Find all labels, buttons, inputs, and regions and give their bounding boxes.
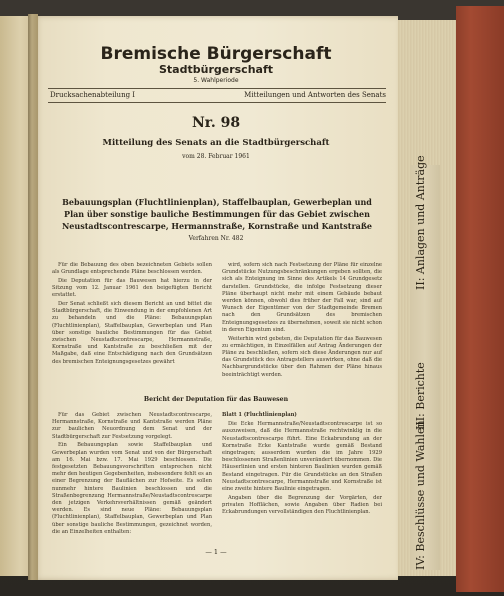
header-rule-bottom [48,102,386,103]
paragraph: Für das Gebiet zwischen Neustadtscontrescarpe, Hermannstraße, Kornstraße und Kantstraße werden Pläne zur baulichen Neuordnung dem Senat und der Stadtbürgerschaft zur Festsetzung vorgelegt. [52,412,212,440]
report-heading: Bericht der Deputation für das Bauwesen [143,396,289,403]
spine-label-beschluesse: IV: Beschlüsse und Wahlen [414,420,427,570]
body-column-left-bottom [52,412,212,537]
binder-cover [456,6,504,592]
spine-label-anlagen: II: Anlagen und Anträge [414,155,427,290]
section-label: Drucksachenabteilung I [50,91,136,99]
page-number: — 1 — [205,548,227,556]
section-description: Mitteilungen und Antworten des Senats [244,91,386,99]
procedure-number: Verfahren Nr. 482 [188,235,244,242]
document-date: vom 28. Februar 1961 [182,153,250,160]
body-column-left-top [52,262,212,382]
header-rule-top [48,88,386,89]
paragraph: Für die Bebauung des oben bezeichneten Gebiets sollen als Grundlage entsprechende Pläne beschlossen werden. [52,262,212,276]
book-gutter [28,14,38,580]
paragraph: Weiterhin wird gebeten, die Deputation für das Bauwesen zu ermächtigen, in Einzelfällen auf Antrag Änderungen der Pläne zu beschließen, sofern sich diese Änderungen nur auf das Grundstück des Antragstellers auswirken, ohne daß die Nachbargrundstücke über den Rahmen der Pläne hinaus beeinträchtigt werden. [222,335,382,378]
sheet-heading: Blatt 1 (Fluchtlinienplan) [222,412,297,418]
document-number: Nr. 98 [191,115,241,131]
paragraph: Der Senat schließt sich diesem Bericht an und bittet die Stadtbürgerschaft, die Einwendung in der empfohlenen Art zu behandeln und die Pläne: Bebauungsplan (Fluchtlinienplan), Staffelbauplan, Gewerbeplan und Plan über sonstige bauliche Bestimmungen für das Gebiet zwischen Neustadtscontrescarpe, Hermannstraße, Kornstraße und Kantstraße zu beschließen mit der Maßgabe, daß eine Entschädigung nach den Grundsätzen des bremischen Enteignungsgesetzes gewährt [52,301,212,365]
parliament-title: Bremische Bürgerschaft [100,44,332,64]
paragraph: Angaben über die Begrenzung der Vorgärten, der privaten Hofflächen, sowie Angaben über Radien bei Eckabrundungen vervollständigen den Fluchtlinienplan. [222,494,382,516]
paragraph: Die Deputation für das Bauwesen hat hierzu in der Sitzung vom 12. Januar 1961 den beigefügten Bericht erstattet. [52,277,212,299]
paragraph: Die Ecke Hermannstraße/Neustadtscontrescarpe ist so auszuweisen, daß die Hermannstraße rechtwinklig in die Neustadtscontrescarpe führt. Eine Eckabrundung an der Kornstraße Ecke Kantstraße wurde gemäß Bestand eingetragen; ausserdem wurden die im Jahre 1929 beschlossenen Straßenlinien unverändert übernommen. Die Häuserlinien und ersten hinteren Baulinien wurden gemäß Bestand eingetragen. Für die Grundstücke an den Straßen Neustadtscontrescarpe, Hermannstraße und Kornstraße ist eine zweite hintere Baulinie eingetragen. [222,421,382,493]
body-column-right-top [222,262,382,378]
paragraph: Ein Bebauungsplan sowie Staffelbauplan und Gewerbeplan wurden vom Senat und von der Bürgerschaft am 16. Mai bzw. 17. Mai 1929 beschlossen. Die festgesetzten Bebauungsvorschriften entsprechen nicht mehr den heutigen Gegebenheiten, insbesondere fehlt es an einer Begrenzung der Bauflächen zur Hofseite. Es sollen nunmehr hintere Baulinien beschlossen und die Straßenbegrenzung Hermannstraße/Neustadtscontrescarpe den jetzigen Verkehrsverhältnissen gemäß geändert werden. Es sind neue Pläne: Bebauungsplan (Fluchtlinienplan), Staffelbauplan, Gewerbeplan und Plan über sonstige bauliche Bestimmungen, gezeichnet worden, die an Einzelheiten enthalten: [52,442,212,535]
parliament-subtitle: Stadtbürgerschaft [159,63,273,76]
legislative-period: 5. Wahlperiode [193,77,239,84]
document-title: Bebauungsplan (Fluchtlinienplan), Staffelbauplan, Gewerbeplan und Plan über sonstige bauliche Bestimmungen für das Gebiet zwischen Neustadtscontrescarpe, Hermannstraße, Kornstraße und Kantstraße [61,197,373,231]
document-heading: Mitteilung des Senats an die Stadtbürgerschaft [102,138,330,148]
spine-label-berichte: III: Berichte [414,362,427,430]
body-column-right-bottom [222,412,382,537]
paragraph: wird, sofern sich nach Festsetzung der Pläne für einzelne Grundstücke Nutzungsbeschränkungen ergeben sollten, die sich als Enteignung im Sinne des Artikels 14 Grundgesetz darstellen. Grundstücke, die infolge Festsetzung dieser Pläne überhaupt nicht mehr mit einem Gebäude bebaut werden können, obwohl dies früher der Fall war, sind auf Wunsch der Eigentümer von der Stadtgemeinde Bremen nach den Grundsätzen des bremischen Enteignungsgesetzes zu übernehmen, soweit sie nicht schon in deren Eigentum sind. [222,262,382,333]
